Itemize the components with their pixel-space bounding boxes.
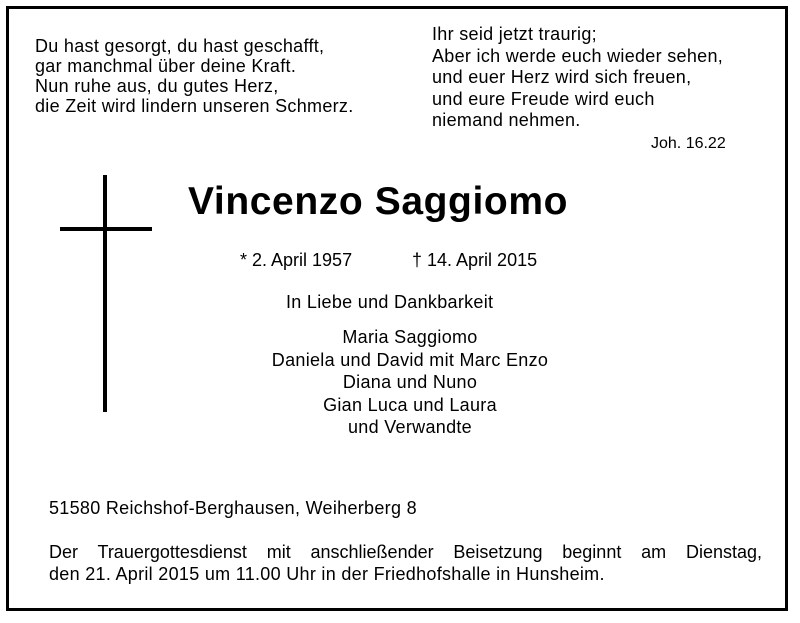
mourner-name: Diana und Nuno — [342, 372, 478, 392]
poem-right-line: und eure Freude wird euch — [432, 88, 655, 109]
poem-left-line: Du hast gesorgt, du hast geschafft, — [35, 36, 325, 56]
service-notice-line: den 21. April 2015 um 11.00 Uhr in der Friedhofshalle in Hunsheim. — [49, 564, 605, 584]
poem-left-line: die Zeit wird lindern unseren Schmerz. — [35, 96, 354, 116]
poem-right-line: niemand nehmen. — [432, 110, 581, 130]
dedication-line: In Liebe und Dankbarkeit — [286, 292, 494, 312]
cross-vertical-bar — [103, 175, 107, 412]
bible-verse-reference: Joh. 16.22 — [651, 135, 726, 152]
service-notice-line: Der Trauergottesdienst mit anschließender Beisetzung beginnt am Dienstag, — [49, 542, 762, 562]
poem-left — [35, 36, 354, 116]
mourners-list — [210, 326, 610, 439]
deceased-name: Vincenzo Saggiomo — [188, 180, 569, 223]
latin-cross-icon — [60, 175, 152, 412]
mourner-name: Maria Saggiomo — [342, 327, 478, 347]
cross-horizontal-bar — [60, 227, 152, 231]
poem-left-line: Nun ruhe aus, du gutes Herz, — [35, 76, 279, 96]
poem-right-line: Aber ich werde euch wieder sehen, — [432, 45, 724, 66]
poem-right-line: und euer Herz wird sich freuen, — [432, 67, 692, 87]
family-address: 51580 Reichshof-Berghausen, Weiherberg 8 — [49, 498, 417, 518]
mourner-name: und Verwandte — [348, 417, 472, 437]
death-date: † 14. April 2015 — [412, 250, 538, 270]
funeral-service-notice — [49, 541, 762, 585]
poem-right-line: Ihr seid jetzt traurig; — [432, 24, 597, 44]
birth-date: * 2. April 1957 — [240, 250, 353, 270]
poem-right — [432, 24, 723, 132]
mourner-name: Gian Luca und Laura — [323, 394, 497, 415]
poem-left-line: gar manchmal über deine Kraft. — [35, 56, 297, 76]
mourner-name: Daniela und David mit Marc Enzo — [271, 349, 549, 370]
